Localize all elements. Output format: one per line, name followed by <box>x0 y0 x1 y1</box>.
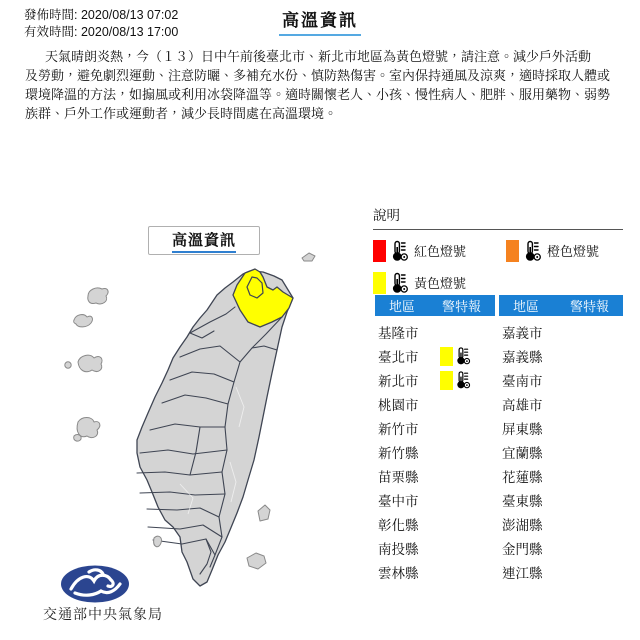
publish-time-value: 2020/08/13 07:02 <box>80 8 179 22</box>
bulletin-line: 環境降溫的方法，如搧風或利用冰袋降溫等。適時關懷老人、小孩、慢性病人、肥胖、服用藥物、弱勢 <box>25 87 611 102</box>
table-row <box>499 560 623 584</box>
region-name: 新竹縣 <box>378 446 419 461</box>
region-name: 嘉義市 <box>502 326 543 341</box>
legend <box>373 238 623 295</box>
map-island-orchid <box>247 553 266 569</box>
table-row <box>499 320 623 344</box>
region-name: 澎湖縣 <box>502 518 543 533</box>
legend-item-yellow-light <box>373 270 506 295</box>
map-island-xiaoliuqiu <box>154 536 162 547</box>
region-name: 苗栗縣 <box>378 470 419 485</box>
bulletin-text <box>25 47 625 123</box>
table-row <box>375 368 495 392</box>
valid-time-value: 2020/08/13 17:00 <box>80 25 179 39</box>
region-name: 新北市 <box>378 374 419 389</box>
red-light-swatch <box>373 240 386 262</box>
publish-time <box>24 7 178 24</box>
region-name: 臺東縣 <box>502 494 543 509</box>
region-name: 彰化縣 <box>378 518 419 533</box>
legend-item-orange-light <box>506 238 623 263</box>
table-row <box>499 512 623 536</box>
region-name: 屏東縣 <box>502 422 543 437</box>
region-name: 南投縣 <box>378 542 419 557</box>
yellow-warning-marker <box>440 346 471 366</box>
region-column-header: 地區 <box>389 299 416 314</box>
region-table-left <box>375 295 495 584</box>
table-row <box>499 392 623 416</box>
region-name: 嘉義縣 <box>502 350 543 365</box>
map-island-turtle <box>302 253 315 261</box>
region-name: 桃園市 <box>378 398 419 413</box>
table-row <box>499 416 623 440</box>
map-title: 高溫資訊 <box>172 229 236 253</box>
publish-time-label: 發佈時間: <box>24 8 78 22</box>
table-row <box>375 536 495 560</box>
cwb-logo-icon <box>57 564 133 604</box>
map-island-green <box>258 505 270 521</box>
warning-column-header: 警特報 <box>569 299 609 314</box>
region-name: 高雄市 <box>502 398 543 413</box>
table-row <box>375 512 495 536</box>
yellow-light-swatch <box>440 371 453 390</box>
region-name: 基隆市 <box>378 326 419 341</box>
valid-time <box>24 24 178 41</box>
table-row <box>375 320 495 344</box>
table-body <box>375 316 495 584</box>
page-title: 高溫資訊 <box>279 6 361 36</box>
valid-time-label: 有效時間: <box>24 25 78 39</box>
region-name: 雲林縣 <box>378 566 419 581</box>
region-table-right <box>499 295 623 584</box>
table-row <box>375 344 495 368</box>
region-name: 臺南市 <box>502 374 543 389</box>
thermometer-icon <box>389 271 409 295</box>
yellow-light-swatch <box>440 347 453 366</box>
yellow-light-swatch <box>373 272 386 294</box>
map-island-matsu-south <box>74 315 93 327</box>
legend-divider <box>373 229 623 230</box>
legend-and-tables-panel <box>373 204 623 581</box>
map-island-kinmen <box>78 355 102 372</box>
taiwan-map-area <box>30 222 360 630</box>
table-row <box>375 464 495 488</box>
table-row <box>375 560 495 584</box>
map-island-kinmen-islet <box>65 362 71 368</box>
table-header <box>375 295 495 316</box>
legend-item-label: 橙色燈號 <box>547 244 600 259</box>
legend-item-label: 黃色燈號 <box>414 276 467 291</box>
table-row <box>375 488 495 512</box>
region-column-header: 地區 <box>513 299 540 314</box>
legend-item-label: 紅色燈號 <box>414 244 467 259</box>
map-island-penghu <box>77 418 100 438</box>
thermometer-icon <box>454 370 471 390</box>
region-name: 花蓮縣 <box>502 470 543 485</box>
warning-column-header: 警特報 <box>441 299 481 314</box>
region-name: 新竹市 <box>378 422 419 437</box>
legend-item-red-light <box>373 238 506 263</box>
table-row <box>499 344 623 368</box>
map-island-penghu-islet <box>74 435 81 442</box>
thermometer-icon <box>454 346 471 366</box>
table-row <box>499 368 623 392</box>
region-name: 連江縣 <box>502 566 543 581</box>
table-row <box>499 464 623 488</box>
yellow-warning-marker <box>440 370 471 390</box>
table-body <box>499 316 623 584</box>
table-row <box>499 536 623 560</box>
table-row <box>375 416 495 440</box>
region-name: 臺中市 <box>378 494 419 509</box>
map-island-matsu-north <box>88 288 108 304</box>
legend-title: 說明 <box>373 208 400 223</box>
bulletin-line: 及勞動，避免劇烈運動、注意防曬、多補充水份、慎防熱傷害。室內保持通風及涼爽，適時採取人體或 <box>25 68 611 83</box>
region-name: 臺北市 <box>378 350 419 365</box>
thermometer-icon <box>389 239 409 263</box>
orange-light-swatch <box>506 240 519 262</box>
bulletin-line: 族群、戶外工作或運動者，減少長時間處在高溫環境。 <box>25 106 338 121</box>
table-row <box>375 392 495 416</box>
table-row <box>499 440 623 464</box>
bulletin-line: 天氣晴朗炎熱，今（１３）日中午前後臺北市、新北市地區為黃色燈號，請注意。減少戶外活動 <box>45 49 592 64</box>
map-title-box <box>148 226 260 255</box>
agency-name: 交通部中央氣象局 <box>43 606 163 622</box>
region-name: 金門縣 <box>502 542 543 557</box>
timestamp-block <box>24 7 178 41</box>
table-row <box>375 440 495 464</box>
table-row <box>499 488 623 512</box>
table-header <box>499 295 623 316</box>
region-name: 宜蘭縣 <box>502 446 543 461</box>
thermometer-icon <box>522 239 542 263</box>
